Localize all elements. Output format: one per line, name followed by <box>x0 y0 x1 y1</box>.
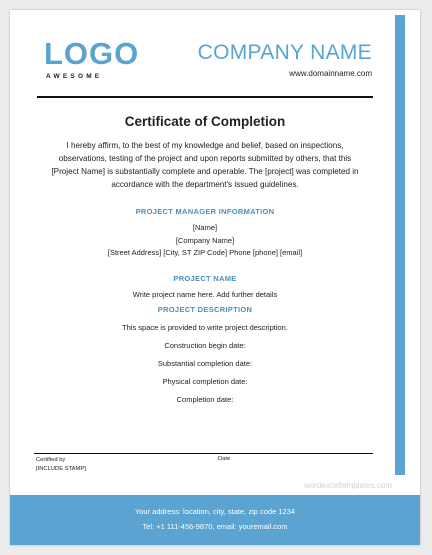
header-divider <box>37 96 373 98</box>
footer-bar <box>10 495 420 545</box>
construction-begin-date: Construction begin date: <box>164 341 246 350</box>
project-description-heading: PROJECT DESCRIPTION <box>157 305 253 314</box>
affirmation-line: observations, testing of the project and upon reports submitted by others, that this <box>58 154 352 163</box>
sidebar-accent-bar <box>395 15 405 475</box>
affirmation-line: accordance with the department's issued guidelines. <box>111 180 299 189</box>
affirmation-line: I hereby affirm, to the best of my knowledge and belief, based on inspections, <box>66 141 344 150</box>
certificate-page <box>10 10 420 545</box>
affirmation-paragraph <box>35 139 375 191</box>
physical-completion-date: Physical completion date: <box>162 377 248 386</box>
footer-address: Your address: location, city, state, zip code 1234 <box>134 507 296 516</box>
domain-name: www.domainname.com <box>289 69 372 78</box>
company-logo <box>44 38 139 80</box>
footer-contact: Tel: +1 111-456-9870, email: youremail.com <box>142 522 288 531</box>
substantial-completion-date: Substantial completion date: <box>157 359 253 368</box>
project-description-text: This space is provided to write project description. <box>122 323 288 332</box>
project-name-text: Write project name here. Add further details <box>132 289 278 299</box>
logo-text: LOGO <box>44 36 140 71</box>
certified-by-block <box>36 456 86 474</box>
company-name: COMPANY NAME <box>197 41 372 64</box>
certified-by-label: Certified by <box>36 457 66 463</box>
affirmation-line: [Project Name] is substantially complete and operable. The [project] was completed in <box>51 167 359 176</box>
certificate-body <box>32 114 378 412</box>
manager-name: [Name] <box>192 223 218 232</box>
watermark: wordexceltemplates.com <box>303 481 392 490</box>
project-name-heading: PROJECT NAME <box>173 273 237 283</box>
manager-company: [Company Name] <box>175 235 235 245</box>
logo-subtext: AWESOME <box>46 73 103 80</box>
completion-date: Completion date: <box>176 395 234 404</box>
stamp-placeholder: [INCLUDE STAMP] <box>36 466 86 472</box>
manager-address: [Street Address] [City, ST ZIP Code] Phone [phone] [email] <box>107 248 303 257</box>
manager-heading: PROJECT MANAGER INFORMATION <box>135 207 275 216</box>
date-label: Date <box>218 456 231 462</box>
signature-line <box>34 453 373 454</box>
certificate-title: Certificate of Completion <box>124 114 286 129</box>
